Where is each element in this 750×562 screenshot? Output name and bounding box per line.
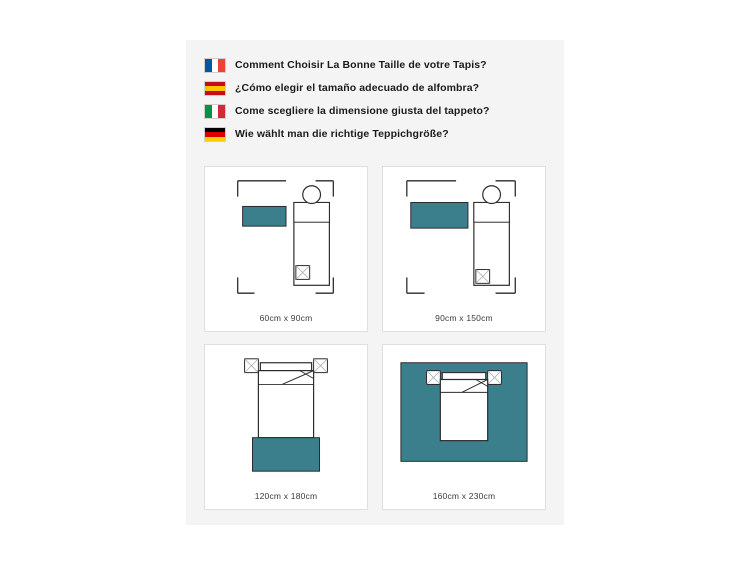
- heading-text-german: Wie wählt man die richtige Teppichgröße?: [235, 128, 449, 141]
- diagram-160x230: [383, 345, 545, 485]
- rug-size-caption-120x180: 120cm x 180cm: [254, 491, 318, 501]
- germany-flag-icon: [204, 127, 226, 142]
- language-heading-list: [186, 58, 564, 150]
- infographic-panel: [186, 40, 564, 525]
- diagram-60x90: [205, 167, 367, 307]
- rug-size-card-160x230: [382, 344, 546, 510]
- rug-size-card-120x180: [204, 344, 368, 510]
- language-row-french: [204, 58, 546, 73]
- diagram-120x180: [205, 345, 367, 485]
- rug-size-card-grid: [204, 166, 546, 522]
- italy-flag-icon: [204, 104, 226, 119]
- rug-size-caption-90x150: 90cm x 150cm: [435, 313, 493, 323]
- language-row-german: [204, 127, 546, 142]
- france-flag-icon: [204, 58, 226, 73]
- language-row-spanish: [204, 81, 546, 96]
- spain-flag-icon: [204, 81, 226, 96]
- diagram-90x150: [383, 167, 545, 307]
- rug-size-card-60x90: [204, 166, 368, 332]
- heading-text-italian: Come scegliere la dimensione giusta del tappeto?: [235, 105, 490, 118]
- language-row-italian: [204, 104, 546, 119]
- heading-text-spanish: ¿Cómo elegir el tamaño adecuado de alfombra?: [235, 82, 480, 95]
- rug-size-caption-60x90: 60cm x 90cm: [259, 313, 313, 323]
- rug-size-card-90x150: [382, 166, 546, 332]
- heading-text-french: Comment Choisir La Bonne Taille de votre Tapis?: [235, 59, 487, 72]
- rug-size-caption-160x230: 160cm x 230cm: [432, 491, 496, 501]
